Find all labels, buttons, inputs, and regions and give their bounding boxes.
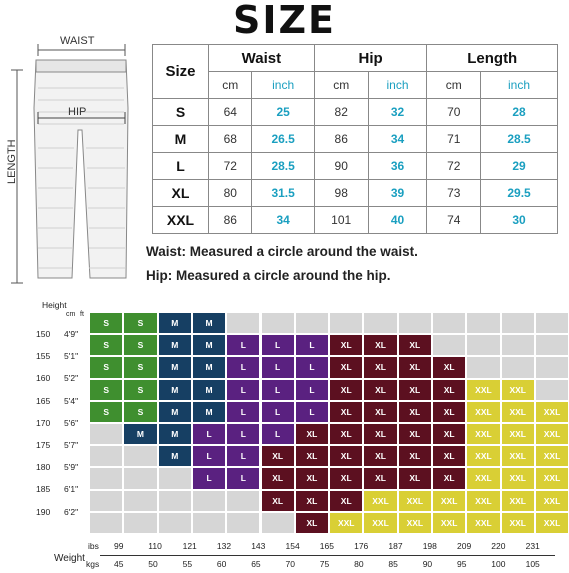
height-ft-label: 5'1" — [64, 351, 79, 362]
size-cell: S — [124, 402, 156, 422]
size-cell: S — [90, 357, 122, 377]
size-cell: XXL — [502, 513, 534, 533]
size-cell: XXL — [433, 513, 465, 533]
size-header: Size — [153, 45, 209, 99]
size-cell: L — [262, 335, 294, 355]
waist-header: Waist — [209, 45, 315, 72]
weight-kgs-label: 55 — [182, 559, 193, 569]
weight-kgs-label: 95 — [457, 559, 467, 569]
size-cell: XL — [330, 446, 362, 466]
hip-inch-cell: 32 — [368, 99, 427, 126]
waist-cm-cell: 64 — [209, 99, 252, 126]
size-cell: XXL — [536, 491, 568, 511]
height-ft-label: 5'2" — [64, 373, 79, 384]
length-inch-cell: 29.5 — [481, 180, 558, 207]
size-cell: XL — [433, 402, 465, 422]
empty-cell — [467, 357, 499, 377]
size-cell: XL — [330, 424, 362, 444]
length-cm-cell: 73 — [427, 180, 481, 207]
size-table — [152, 44, 558, 234]
hip-cm-cell: 90 — [314, 153, 368, 180]
size-cell: XXL — [536, 424, 568, 444]
size-cell: XXL — [399, 491, 431, 511]
hip-inch-cell: 36 — [368, 153, 427, 180]
weight-lbs-label: 154 — [285, 541, 300, 551]
empty-cell — [159, 491, 191, 511]
empty-cell — [124, 513, 156, 533]
size-cell: XL — [364, 357, 396, 377]
size-cell: M — [193, 335, 225, 355]
length-inch-cell: 28 — [481, 99, 558, 126]
ft-unit-label: ft — [80, 311, 84, 318]
size-cell: S — [124, 380, 156, 400]
hip-cm-cell: 82 — [314, 99, 368, 126]
empty-cell — [193, 513, 225, 533]
empty-cell — [296, 313, 328, 333]
weight-lbs-label: 143 — [251, 541, 266, 551]
size-cell: S — [90, 313, 122, 333]
size-cell: XL — [433, 468, 465, 488]
size-cell: L — [153, 153, 209, 180]
empty-cell — [330, 313, 362, 333]
empty-cell — [90, 491, 122, 511]
weight-axis-label: Weight — [54, 553, 85, 564]
size-cell: XXL — [536, 513, 568, 533]
size-cell: L — [227, 468, 259, 488]
size-cell: XXL — [330, 513, 362, 533]
empty-cell — [467, 335, 499, 355]
empty-cell — [90, 468, 122, 488]
size-cell: L — [296, 380, 328, 400]
size-cell: S — [90, 335, 122, 355]
size-cell: XL — [296, 446, 328, 466]
hip-cm-cell: 98 — [314, 180, 368, 207]
weight-kgs-label: 70 — [285, 559, 295, 569]
height-ft-label: 5'7" — [64, 440, 79, 450]
size-cell: XL — [153, 180, 209, 207]
size-cell: XL — [296, 513, 328, 533]
size-cell: L — [227, 380, 259, 400]
page-title: SIZE — [232, 0, 337, 42]
size-cell: XXL — [433, 491, 465, 511]
size-cell: XXL — [467, 380, 499, 400]
hip-header: Hip — [314, 45, 427, 72]
size-cell: L — [262, 402, 294, 422]
height-cm-label: 180 — [36, 462, 51, 473]
waist-label: WAIST — [60, 35, 95, 47]
size-cell: M — [159, 335, 191, 355]
waist-cm-cell: 72 — [209, 153, 252, 180]
height-cm-label: 185 — [36, 484, 51, 495]
waist-inch-cell: 25 — [252, 99, 314, 126]
empty-cell — [227, 313, 259, 333]
size-cell: XL — [330, 357, 362, 377]
size-cell: S — [90, 380, 122, 400]
size-cell: XL — [364, 446, 396, 466]
size-cell: XXL — [153, 207, 209, 234]
empty-cell — [90, 446, 122, 466]
size-cell: M — [193, 380, 225, 400]
height-cm-label: 170 — [36, 417, 51, 428]
height-cm-label: 160 — [36, 373, 51, 384]
weight-kgs-label: 75 — [319, 559, 330, 569]
waist-cm-cell: 86 — [209, 207, 252, 234]
empty-cell — [124, 491, 156, 511]
size-cell: XL — [296, 424, 328, 444]
size-cell: L — [296, 335, 328, 355]
size-cell: L — [262, 424, 294, 444]
size-cell: L — [262, 380, 294, 400]
empty-cell — [502, 335, 534, 355]
empty-cell — [536, 335, 568, 355]
size-cell: M — [159, 424, 191, 444]
weight-lbs-label: 132 — [216, 541, 232, 551]
size-cell: XL — [262, 468, 294, 488]
size-cell: M — [159, 313, 191, 333]
unit-cm: cm — [427, 72, 481, 99]
empty-cell — [124, 468, 156, 488]
weight-kgs-label: 80 — [354, 559, 364, 569]
empty-cell — [502, 313, 534, 333]
table-row — [153, 153, 558, 180]
size-cell: XXL — [502, 380, 534, 400]
height-ft-label: 5'6" — [64, 417, 79, 428]
size-cell: S — [153, 99, 209, 126]
empty-cell — [536, 313, 568, 333]
size-cell: M — [193, 313, 225, 333]
size-cell: XL — [399, 335, 431, 355]
size-cell: XL — [262, 446, 294, 466]
empty-cell — [502, 357, 534, 377]
size-cell: XL — [364, 335, 396, 355]
size-cell: XL — [364, 468, 396, 488]
height-cm-label: 190 — [36, 506, 51, 517]
size-cell: XXL — [399, 513, 431, 533]
size-cell: XL — [364, 424, 396, 444]
size-cell: XL — [296, 491, 328, 511]
unit-cm: cm — [314, 72, 368, 99]
size-cell: S — [124, 357, 156, 377]
size-cell: XL — [262, 491, 294, 511]
weight-kgs-label: 100 — [491, 559, 506, 569]
length-cm-cell: 70 — [427, 99, 481, 126]
size-cell: XXL — [536, 446, 568, 466]
weight-kgs-label: 65 — [251, 559, 261, 569]
height-ft-label: 6'1" — [64, 484, 79, 495]
empty-cell — [536, 380, 568, 400]
height-ft-label: 5'4" — [64, 395, 79, 406]
height-axis-label: Height — [42, 300, 67, 310]
weight-lbs-label: 121 — [182, 541, 197, 551]
weight-axis-line — [100, 555, 555, 556]
size-cell: M — [159, 380, 191, 400]
size-cell: L — [227, 424, 259, 444]
weight-lbs-label: 99 — [114, 541, 124, 551]
height-cm-label: 175 — [36, 440, 51, 450]
waist-cm-cell: 68 — [209, 126, 252, 153]
weight-kgs-label: 105 — [525, 559, 540, 569]
waist-inch-cell: 31.5 — [252, 180, 314, 207]
size-cell: L — [296, 357, 328, 377]
size-cell: L — [296, 402, 328, 422]
empty-cell — [227, 513, 259, 533]
pants-diagram — [0, 38, 140, 288]
height-ft-label: 4'9" — [64, 329, 79, 339]
weight-lbs-label: 209 — [457, 541, 472, 551]
empty-cell — [364, 313, 396, 333]
size-cell: L — [227, 357, 259, 377]
size-cell: XL — [399, 402, 431, 422]
size-cell: M — [124, 424, 156, 444]
unit-inch: inch — [368, 72, 427, 99]
weight-kgs-label: 85 — [388, 559, 398, 569]
size-cell: XL — [399, 380, 431, 400]
size-cell: XXL — [502, 402, 534, 422]
length-label: LENGTH — [6, 139, 18, 184]
empty-cell — [433, 335, 465, 355]
weight-kgs-label: 45 — [114, 559, 124, 569]
size-cell: XL — [399, 468, 431, 488]
empty-cell — [159, 513, 191, 533]
weight-lbs-label: 165 — [319, 541, 334, 551]
size-cell: XL — [364, 402, 396, 422]
size-cell: XXL — [467, 402, 499, 422]
size-cell: XL — [330, 402, 362, 422]
empty-cell — [262, 313, 294, 333]
size-cell: XXL — [536, 402, 568, 422]
size-cell: XL — [330, 468, 362, 488]
size-cell: L — [193, 446, 225, 466]
size-cell: XXL — [467, 468, 499, 488]
size-cell: XL — [364, 380, 396, 400]
size-cell: S — [90, 402, 122, 422]
lbs-unit-label: ibs — [88, 541, 99, 551]
unit-inch: inch — [481, 72, 558, 99]
size-cell: L — [227, 446, 259, 466]
size-cell: M — [153, 126, 209, 153]
hip-cm-cell: 86 — [314, 126, 368, 153]
size-cell: XXL — [467, 446, 499, 466]
hip-label: HIP — [68, 106, 87, 118]
size-cell: S — [124, 313, 156, 333]
empty-cell — [433, 313, 465, 333]
size-cell: XXL — [467, 424, 499, 444]
empty-cell — [536, 357, 568, 377]
weight-lbs-label: 231 — [525, 541, 540, 551]
size-cell: M — [193, 402, 225, 422]
empty-cell — [124, 446, 156, 466]
size-cell: M — [159, 446, 191, 466]
table-row — [153, 99, 558, 126]
height-cm-label: 155 — [36, 351, 51, 362]
size-cell: XL — [330, 380, 362, 400]
waist-inch-cell: 34 — [252, 207, 314, 234]
weight-lbs-label: 220 — [491, 541, 506, 551]
size-cell: XL — [433, 446, 465, 466]
hip-inch-cell: 39 — [368, 180, 427, 207]
size-cell: XL — [399, 357, 431, 377]
length-cm-cell: 74 — [427, 207, 481, 234]
empty-cell — [159, 468, 191, 488]
weight-lbs-label: 187 — [388, 541, 403, 551]
size-cell: XXL — [502, 468, 534, 488]
size-cell: XL — [399, 424, 431, 444]
size-cell: XL — [433, 424, 465, 444]
size-cell: XL — [433, 380, 465, 400]
cm-unit-label: cm — [66, 311, 76, 318]
size-cell: XL — [399, 446, 431, 466]
size-cell: M — [159, 402, 191, 422]
waist-note: Waist: Measured a circle around the waist. — [146, 244, 418, 259]
empty-cell — [193, 491, 225, 511]
weight-lbs-label: 176 — [354, 541, 369, 551]
size-cell: M — [159, 357, 191, 377]
empty-cell — [467, 313, 499, 333]
weight-kgs-label: 90 — [422, 559, 433, 569]
size-cell: L — [227, 402, 259, 422]
length-inch-cell: 29 — [481, 153, 558, 180]
hip-inch-cell: 34 — [368, 126, 427, 153]
length-cm-cell: 71 — [427, 126, 481, 153]
height-ft-label: 6'2" — [64, 506, 79, 517]
table-row — [153, 207, 558, 234]
size-cell: XXL — [467, 513, 499, 533]
size-cell: XXL — [502, 491, 534, 511]
size-cell: XXL — [364, 513, 396, 533]
size-cell: XL — [330, 335, 362, 355]
unit-cm: cm — [209, 72, 252, 99]
empty-cell — [90, 424, 122, 444]
size-cell: XL — [433, 357, 465, 377]
weight-kgs-label: 60 — [216, 559, 227, 569]
table-row — [153, 126, 558, 153]
size-cell: S — [124, 335, 156, 355]
height-cm-label: 150 — [36, 329, 51, 339]
weight-lbs-label: 198 — [422, 541, 437, 551]
empty-cell — [90, 513, 122, 533]
size-cell: XXL — [467, 491, 499, 511]
length-header: Length — [427, 45, 558, 72]
size-cell: L — [262, 357, 294, 377]
size-cell: L — [193, 468, 225, 488]
height-cm-label: 165 — [36, 395, 51, 406]
hip-inch-cell: 40 — [368, 207, 427, 234]
size-cell: XXL — [502, 424, 534, 444]
hip-cm-cell: 101 — [314, 207, 368, 234]
size-cell: XL — [296, 468, 328, 488]
size-cell: XL — [330, 491, 362, 511]
waist-inch-cell: 26.5 — [252, 126, 314, 153]
kgs-unit-label: kgs — [86, 559, 100, 569]
waist-inch-cell: 28.5 — [252, 153, 314, 180]
size-cell: XXL — [364, 491, 396, 511]
empty-cell — [399, 313, 431, 333]
size-cell: L — [193, 424, 225, 444]
length-cm-cell: 72 — [427, 153, 481, 180]
weight-kgs-label: 50 — [148, 559, 158, 569]
size-cell: XXL — [536, 468, 568, 488]
table-row — [153, 180, 558, 207]
empty-cell — [262, 513, 294, 533]
unit-inch: inch — [252, 72, 314, 99]
size-cell: L — [227, 335, 259, 355]
length-inch-cell: 30 — [481, 207, 558, 234]
weight-lbs-label: 110 — [148, 541, 162, 551]
empty-cell — [227, 491, 259, 511]
height-ft-label: 5'9" — [64, 462, 79, 473]
length-inch-cell: 28.5 — [481, 126, 558, 153]
waist-cm-cell: 80 — [209, 180, 252, 207]
size-cell: M — [193, 357, 225, 377]
size-cell: XXL — [502, 446, 534, 466]
hip-note: Hip: Measured a circle around the hip. — [146, 268, 391, 283]
